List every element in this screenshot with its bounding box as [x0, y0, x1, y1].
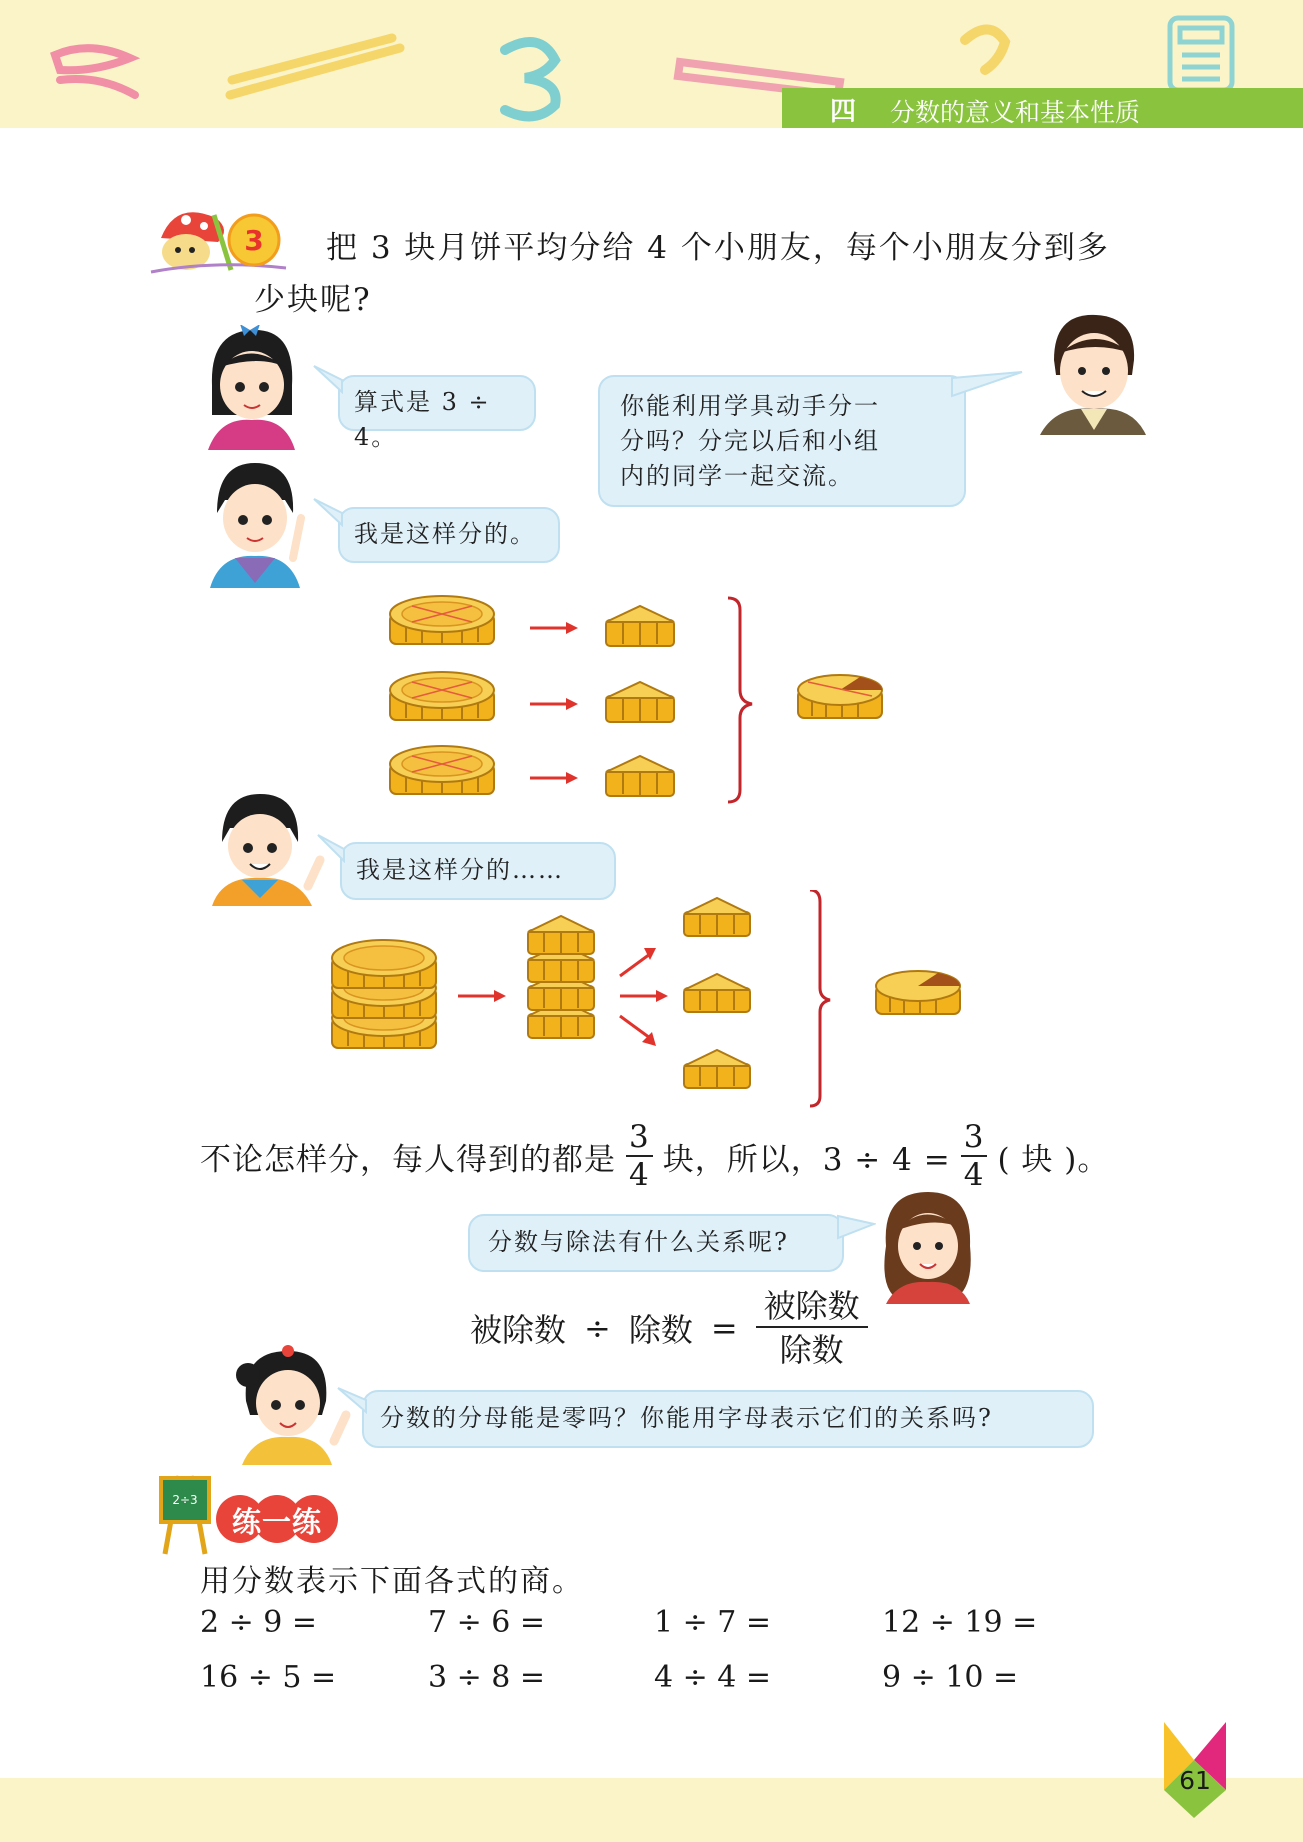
- whole-mooncake: [390, 746, 494, 794]
- speech-bubble-girl2: [362, 1390, 1094, 1448]
- svg-text:2÷3: 2÷3: [172, 1493, 198, 1507]
- formula-equals: =: [710, 1309, 738, 1347]
- quarter-mooncake: [606, 756, 674, 796]
- girl-character-icon: [200, 325, 300, 450]
- fraction-numerator: 3: [626, 1122, 653, 1157]
- bubble-line-3: 内的同学一起交流。: [620, 462, 854, 490]
- male-teacher-character-icon: [1036, 305, 1146, 435]
- right-brace: [810, 890, 830, 1106]
- conclusion-suffix: ( 块 )。: [997, 1142, 1110, 1178]
- number-three-icon: [505, 42, 556, 116]
- red-arrow: [530, 698, 578, 710]
- bubble-tail: [836, 1212, 876, 1242]
- fraction-denominator: 4: [963, 1157, 985, 1193]
- chapter-title: 分数的意义和基本性质: [890, 98, 1141, 127]
- pencil-icon: [230, 38, 400, 95]
- practice-title: 练一练: [231, 1505, 322, 1539]
- formula-fraction-numerator: 被除数: [756, 1290, 868, 1328]
- quarter-mooncake: [684, 1050, 750, 1088]
- bubble-line-1: 你能利用学具动手分一: [620, 392, 880, 420]
- speech-bubble-teacher2: [468, 1214, 844, 1272]
- division-fraction-formula: [470, 1287, 868, 1369]
- fraction-three-quarters: [961, 1119, 988, 1193]
- whole-mooncake: [390, 596, 494, 644]
- exercise-item: 9 ÷ 10 =: [882, 1660, 1019, 1695]
- quarter-stack: [528, 916, 594, 1038]
- example-number: 3: [244, 224, 264, 257]
- bubble-tail: [316, 833, 346, 863]
- bubble-tail: [950, 370, 1025, 400]
- mooncake-division-diagram-2: [320, 890, 980, 1110]
- three-quarter-mooncake: [876, 971, 960, 1014]
- bubble-text: 分数与除法有什么关系呢?: [488, 1228, 789, 1256]
- whole-mooncake: [390, 672, 494, 720]
- page-number: 61: [1179, 1766, 1211, 1795]
- quarter-mooncake: [606, 606, 674, 646]
- formula-divide-sign: ÷: [584, 1309, 611, 1347]
- eraser-icon: [55, 48, 135, 95]
- fraction-three-quarters: [626, 1119, 653, 1193]
- bubble-text: 算式是 3 ÷ 4。: [354, 388, 491, 451]
- speech-bubble-girl-formula: [338, 375, 536, 451]
- red-arrow: [620, 954, 650, 976]
- formula-divisor: 除数: [628, 1311, 693, 1349]
- bubble-text: 分数的分母能是零吗？你能用字母表示它们的关系吗?: [380, 1404, 993, 1432]
- exercise-item: 4 ÷ 4 =: [654, 1660, 772, 1695]
- blackboard-easel-icon: [145, 1466, 225, 1556]
- question-mark-icon: [965, 29, 1005, 70]
- conclusion-middle: 块，所以，3 ÷ 4 =: [662, 1142, 951, 1178]
- mooncake-division-diagram-1: [370, 580, 950, 810]
- girl-waving-character-icon: [232, 1345, 352, 1465]
- formula-fraction: [756, 1287, 868, 1369]
- right-brace: [728, 598, 752, 802]
- speech-bubble-boy1: [338, 507, 560, 563]
- whole-mooncake: [332, 940, 436, 988]
- exercise-item: 2 ÷ 9 =: [200, 1605, 318, 1640]
- question-line-2: 少块呢?: [254, 282, 372, 318]
- conclusion-sentence: [200, 1119, 1110, 1193]
- bubble-text: 我是这样分的。: [354, 520, 536, 548]
- quarter-mooncake: [684, 898, 750, 936]
- practice-instruction: 用分数表示下面各式的商。: [200, 1564, 584, 1599]
- conclusion-prefix: 不论怎样分，每人得到的都是: [200, 1142, 616, 1178]
- fraction-numerator: 3: [961, 1122, 988, 1157]
- exercise-item: 1 ÷ 7 =: [654, 1605, 772, 1640]
- exercise-item: 3 ÷ 8 =: [428, 1660, 546, 1695]
- fraction-denominator: 4: [629, 1157, 650, 1193]
- calculator-icon: [1170, 18, 1232, 90]
- footer-band: [0, 1778, 1303, 1842]
- three-quarter-mooncake: [798, 675, 882, 718]
- boy-waving-character-icon: [208, 790, 328, 906]
- red-arrow: [530, 772, 578, 784]
- bubble-line-2: 分吗？分完以后和小组: [620, 427, 880, 455]
- bubble-tail: [312, 497, 344, 527]
- exercise-item: 7 ÷ 6 =: [428, 1605, 546, 1640]
- bubble-tail: [312, 364, 344, 394]
- exercise-item: 16 ÷ 5 =: [200, 1660, 337, 1695]
- example-number-badge: [226, 212, 282, 268]
- speech-bubble-teacher: [598, 375, 966, 507]
- chapter-tab: [782, 88, 1303, 128]
- formula-dividend: 被除数: [470, 1311, 567, 1349]
- boy-character-icon: [205, 458, 305, 588]
- quarter-mooncake: [606, 682, 674, 722]
- bubble-tail: [336, 1386, 368, 1416]
- quarter-mooncake: [684, 974, 750, 1012]
- female-teacher-character-icon: [876, 1186, 976, 1304]
- formula-fraction-denominator: 除数: [779, 1331, 844, 1369]
- question-line-1: 把 3 块月饼平均分给 4 个小朋友，每个小朋友分到多: [326, 230, 1110, 266]
- red-arrow: [530, 622, 578, 634]
- bubble-text: 我是这样分的……: [356, 856, 564, 884]
- red-arrow: [620, 1016, 650, 1038]
- chapter-number: 四: [830, 97, 857, 127]
- exercise-item: 12 ÷ 19 =: [882, 1605, 1038, 1640]
